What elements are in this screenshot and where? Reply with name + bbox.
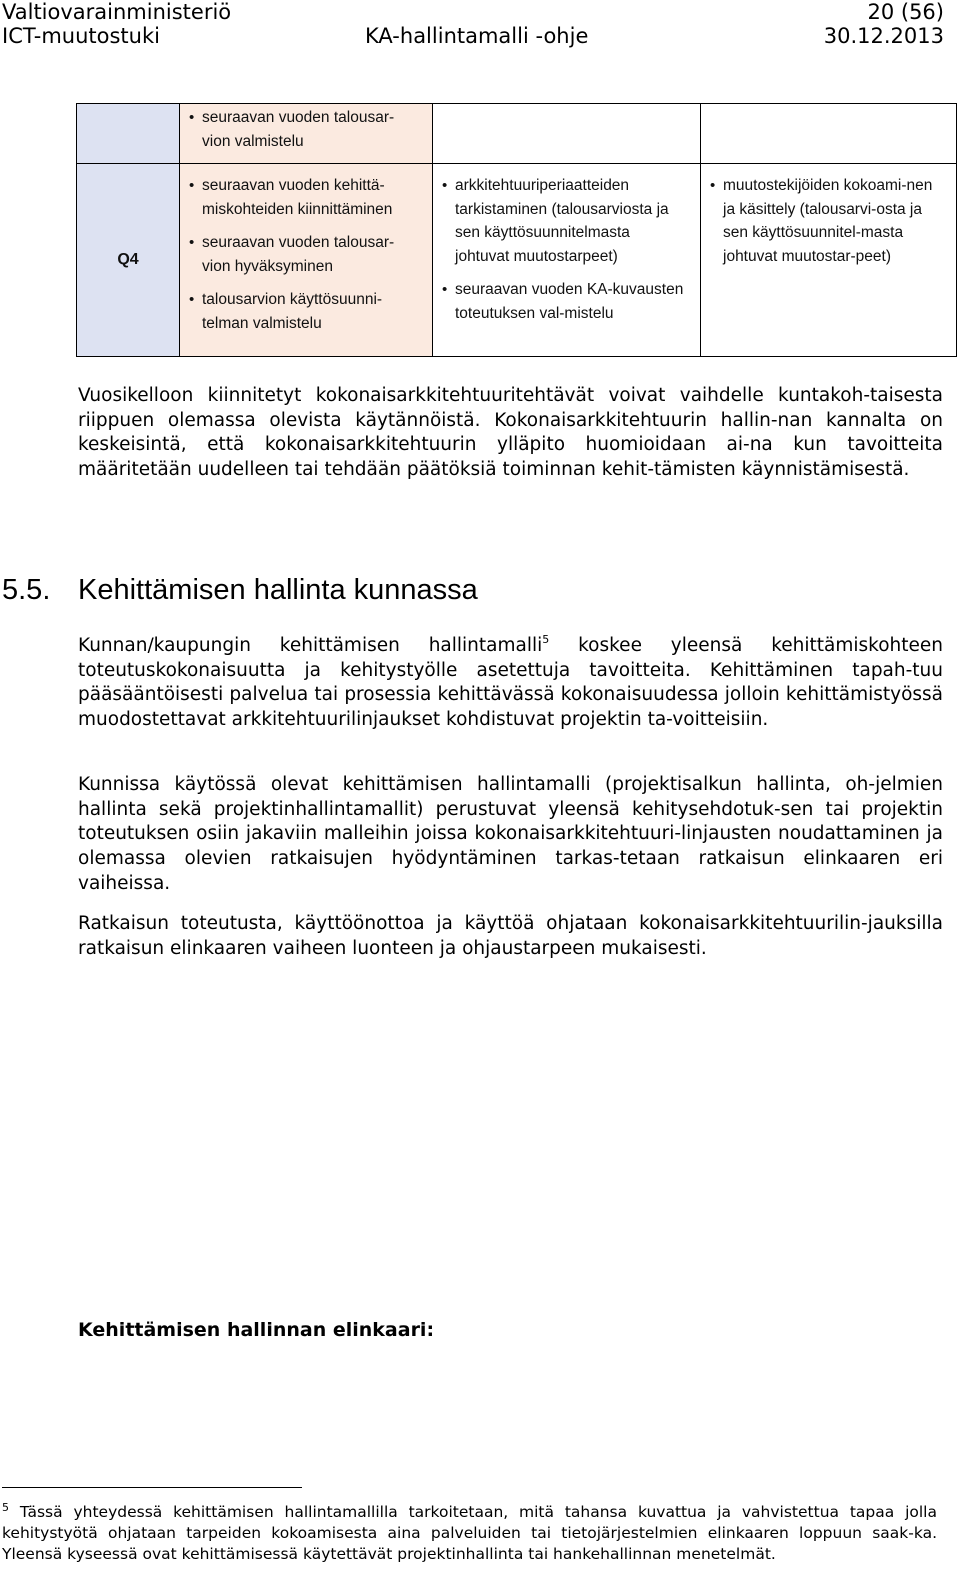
list-item: • seuraavan vuoden talousar-vion valmistelu — [180, 106, 422, 153]
section-number: 5.5. — [2, 574, 51, 606]
paragraph-municipal-models: Kunnissa käytössä olevat kehittämisen hallintamalli (projektisalkun hallinta, oh-jelmien hallinta sekä projektinhallintamallit) perustuvat yleensä kehitysehdotuk-sen tai projektin toteutuksen osiin jakaviin malleihin joissa kokonaisarkkitehtuuri-linjausten noudattaminen ja olemassa olevien ratkaisujen hyödyntäminen tarkas-tetaan ratkaisun elinkaaren eri vaiheissa. — [78, 774, 943, 894]
table-cell — [433, 104, 701, 164]
footnote-reference[interactable]: 5 — [542, 633, 550, 646]
table-cell — [701, 164, 957, 357]
paragraph-solution-guidance: Ratkaisun toteutusta, käyttöönottoa ja käyttöä ohjataan kokonaisarkkitehtuurilin-jauksilla ratkaisun elinkaaren vaiheen luonteen ja ohjaustarpeen mukaisesti. — [78, 913, 943, 959]
list-item: • seuraavan vuoden KA-kuvausten toteutuksen val-mistelu — [433, 278, 686, 325]
annual-cycle-table — [76, 103, 957, 357]
table-cell — [433, 164, 701, 357]
list-item: • seuraavan vuoden talousar-vion hyväksyminen — [180, 231, 422, 278]
footnote-separator — [2, 1487, 302, 1488]
footnote — [2, 1502, 937, 1565]
table-row — [77, 164, 957, 357]
list-item: • talousarvion käyttösuunni-telman valmistelu — [180, 288, 422, 335]
quarter-label: Q4 — [77, 164, 180, 357]
table-cell — [180, 104, 433, 164]
list-item: • arkkitehtuuriperiaatteiden tarkistaminen (talousarviosta ja sen käyttösuunnitelmasta johtuvat muutostarpeet) — [433, 174, 686, 268]
list-item: • seuraavan vuoden kehittä-miskohteiden kiinnittäminen — [180, 174, 422, 221]
table-cell — [180, 164, 433, 357]
header-date: 30.12.2013 — [823, 24, 944, 48]
paragraph-text: Kunnan/kaupungin kehittämisen hallintamalli — [78, 635, 543, 656]
paragraph-text: koskee yleensä kehittämiskohteen toteutuskokonaisuutta ja kehitystyölle asetettuja tavoitteita. Kehittäminen tapah-tuu pääsääntöisesti palvelua tai prosessia kehittävässä kokonaisuudessa jolloin kehittämistyössä muodostettavat arkkitehtuurilinjaukset kohdistuvat projektin ta-voitteisiin. — [78, 635, 943, 731]
quarter-cell-empty — [77, 104, 180, 164]
footnote-text: Tässä yhteydessä kehittämisen hallintamallilla tarkoitetaan, mitä tahansa kuvattua ja vahvistettua tapaa jolla kehitystyötä ohjataan tarpeiden kokoamisesta aina palveluiden tai tietojärjestelmien elinkaaren loppuun saak-ka. Yleensä kyseessä ovat kehittämisessä käytettävät projektinhallinta tai hankehallinnan menetelmät. — [2, 1503, 937, 1563]
subheading-lifecycle: Kehittämisen hallinnan elinkaari: — [78, 1319, 435, 1341]
footnote-mark: 5 — [2, 1501, 9, 1514]
list-item: • muutostekijöiden kokoami-nen ja käsittely (talousarvi-osta ja sen käyttösuunnitel-masta johtuvat muutostar-peet) — [701, 174, 942, 268]
paragraph-development-model — [78, 634, 943, 733]
section-title: Kehittämisen hallinta kunnassa — [78, 574, 478, 606]
section-heading — [2, 570, 478, 610]
header-page-number: 20 (56) — [867, 0, 944, 24]
header-document-title: KA-hallintamalli -ohje — [365, 24, 589, 48]
paragraph-annual-cycle: Vuosikelloon kiinnitetyt kokonaisarkkitehtuuritehtävät voivat vaihdelle kuntakoh-taisesta riippuen olemassa olevista käytännöistä. Kokonaisarkkitehtuurin hallin-nan kannalta on keskeisintä, että kokonaisarkkitehtuurin ylläpito huomioidaan ai-na kun tavoitteita määritetään uudelleen tai tehdään päätöksiä toiminnan kehit-tämisten käynnistämisestä. — [78, 385, 943, 481]
table-cell — [701, 104, 957, 164]
header-ministry: Valtiovarainministeriö — [2, 0, 232, 24]
table-row — [77, 104, 957, 164]
header-unit: ICT-muutostuki — [2, 24, 160, 48]
